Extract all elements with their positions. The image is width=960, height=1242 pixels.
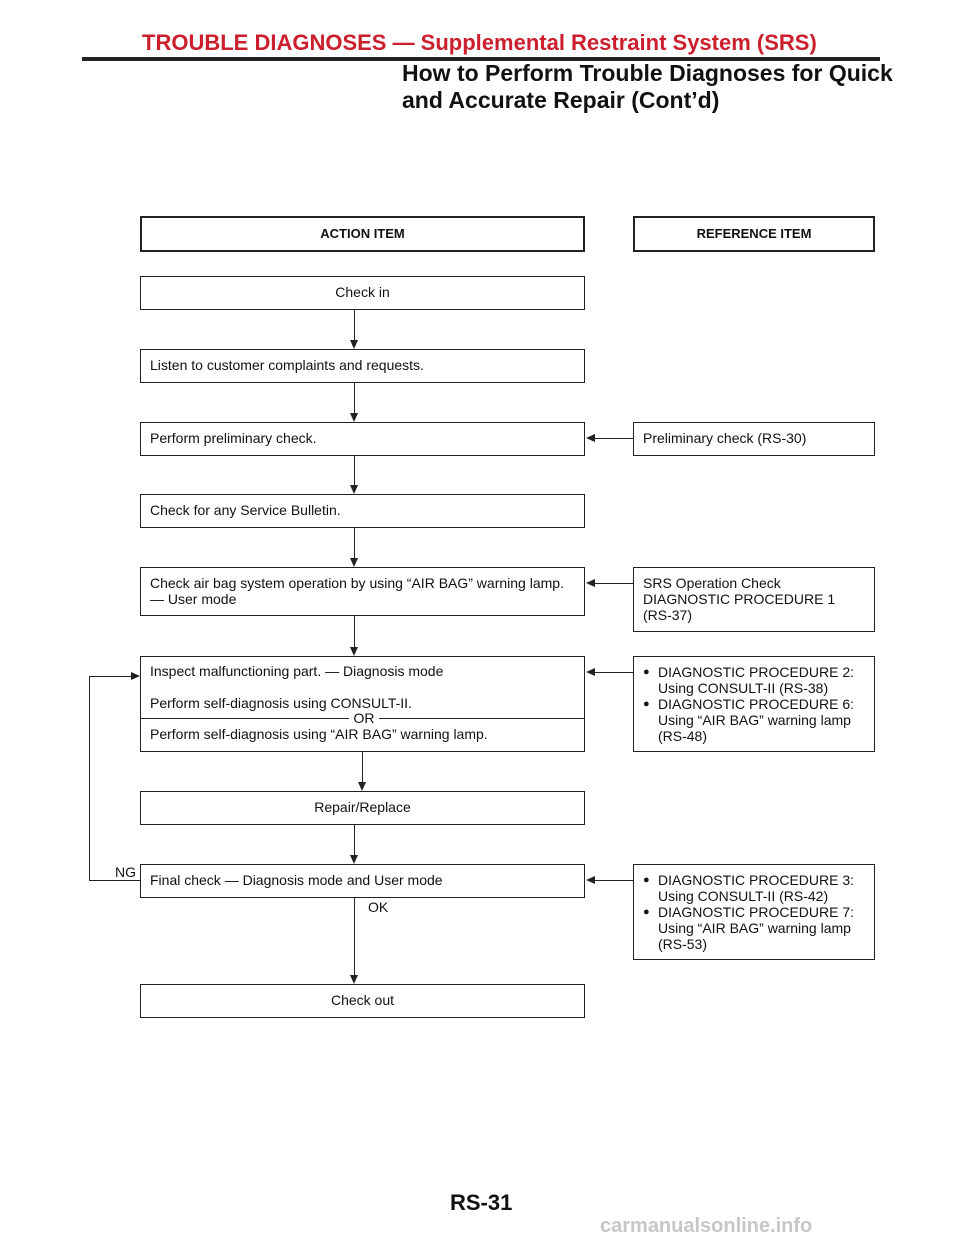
ref-operation-line-3: (RS-37) <box>643 607 693 623</box>
arrow-down-icon <box>350 485 358 494</box>
arrow-down-icon <box>358 782 366 791</box>
connector-line <box>354 383 355 414</box>
ok-label: OK <box>368 899 389 915</box>
step-check-out: Check out <box>140 984 585 1018</box>
bullet-icon: ● <box>643 906 650 918</box>
reference-item-header: REFERENCE ITEM <box>633 216 875 252</box>
step-repair: Repair/Replace <box>140 791 585 825</box>
ref-inspect-item-line: (RS-48) <box>658 728 708 744</box>
connector-line <box>354 898 355 976</box>
ref-inspect-item-line: DIAGNOSTIC PROCEDURE 6: <box>658 696 855 712</box>
connector-line <box>354 616 355 648</box>
connector-line <box>362 752 363 783</box>
arrow-down-icon <box>350 558 358 567</box>
step-operation-line-2: — User mode <box>150 591 237 607</box>
page-subtitle <box>402 60 893 114</box>
ng-loop-line <box>89 676 132 677</box>
ref-inspect-item <box>643 664 865 696</box>
page-number: RS-31 <box>450 1190 513 1215</box>
arrow-right-icon <box>131 672 140 680</box>
ref-preliminary: Preliminary check (RS-30) <box>633 422 875 456</box>
step-inspect-line-1: Inspect malfunctioning part. — Diagnosis mode <box>150 663 444 679</box>
or-divider-right <box>379 718 584 719</box>
step-inspect-line-3: Perform self-diagnosis using “AIR BAG” warning lamp. <box>150 726 488 742</box>
step-inspect-line-2: Perform self-diagnosis using CONSULT-II. <box>150 695 412 711</box>
ref-operation-line-2: DIAGNOSTIC PROCEDURE 1 <box>643 591 836 607</box>
bullet-icon: ● <box>643 698 650 710</box>
connector-line <box>354 456 355 486</box>
watermark: carmanualsonline.info <box>600 1215 813 1237</box>
step-service-bulletin: Check for any Service Bulletin. <box>140 494 585 528</box>
arrow-down-icon <box>350 855 358 864</box>
ref-inspect <box>633 656 875 752</box>
ref-inspect-item-line: Using “AIR BAG” warning lamp <box>658 712 851 728</box>
step-check-in: Check in <box>140 276 585 310</box>
reference-connector <box>594 583 633 584</box>
or-label: OR <box>353 710 375 726</box>
arrow-down-icon <box>350 413 358 422</box>
ref-operation-line-1: SRS Operation Check <box>643 575 781 591</box>
action-item-header: ACTION ITEM <box>140 216 585 252</box>
ref-inspect-item-line: DIAGNOSTIC PROCEDURE 2: <box>658 664 855 680</box>
section-title: TROUBLE DIAGNOSES — Supplemental Restraint System (SRS) <box>142 30 817 55</box>
arrow-down-icon <box>350 340 358 349</box>
arrow-down-icon <box>350 975 358 984</box>
ref-inspect-item <box>643 696 865 744</box>
ref-final-item-line: DIAGNOSTIC PROCEDURE 3: <box>658 872 855 888</box>
step-inspect <box>140 656 585 752</box>
ref-operation-check <box>633 567 875 632</box>
connector-line <box>354 310 355 341</box>
reference-connector <box>594 672 633 673</box>
ref-final-check <box>633 864 875 960</box>
step-operation-check <box>140 567 585 616</box>
bullet-icon: ● <box>643 874 650 886</box>
connector-line <box>354 528 355 559</box>
reference-connector <box>594 880 633 881</box>
ref-final-item-line: (RS-53) <box>658 936 708 952</box>
ref-final-item-line: Using CONSULT-II (RS-42) <box>658 888 829 904</box>
ng-loop-line <box>89 676 90 881</box>
or-divider-left <box>141 718 349 719</box>
ng-label: NG <box>115 864 136 880</box>
ng-loop-line <box>89 880 140 881</box>
ref-final-item <box>643 904 865 952</box>
step-final-check: Final check — Diagnosis mode and User mode <box>140 864 585 898</box>
step-operation-line-1: Check air bag system operation by using “AIR BAG” warning lamp. <box>150 575 564 591</box>
reference-connector <box>594 438 633 439</box>
subtitle-line-2: and Accurate Repair (Cont’d) <box>402 87 720 113</box>
step-preliminary-check: Perform preliminary check. <box>140 422 585 456</box>
ref-inspect-item-line: Using CONSULT-II (RS-38) <box>658 680 829 696</box>
ref-final-item <box>643 872 865 904</box>
bullet-icon: ● <box>643 666 650 678</box>
ref-final-item-line: DIAGNOSTIC PROCEDURE 7: <box>658 904 855 920</box>
ref-final-item-line: Using “AIR BAG” warning lamp <box>658 920 851 936</box>
connector-line <box>354 825 355 856</box>
arrow-down-icon <box>350 647 358 656</box>
step-listen: Listen to customer complaints and requests. <box>140 349 585 383</box>
subtitle-line-1: How to Perform Trouble Diagnoses for Quick <box>402 60 893 86</box>
